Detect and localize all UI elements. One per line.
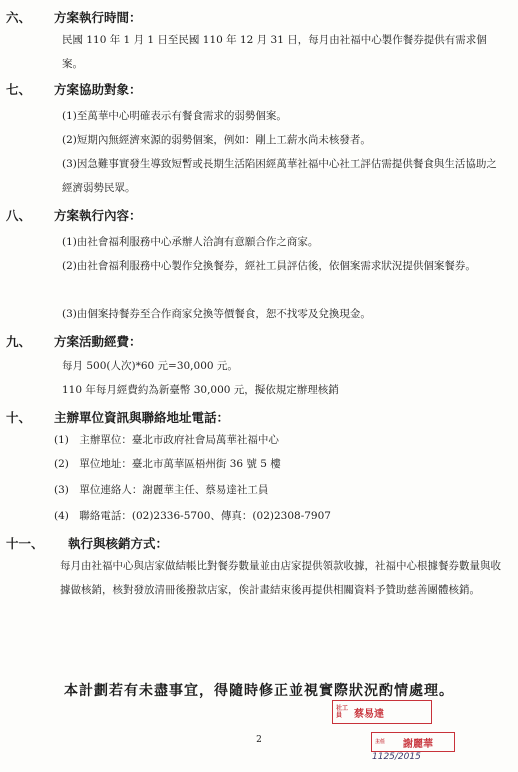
contact-phone-fax: (4) 聯絡電話：(02)2336-5700、傳真：(02)2308-7907 xyxy=(54,510,331,522)
section-heading-11 xyxy=(6,534,168,552)
contact-organizer: (1) 主辦單位：臺北市政府社會局萬華社福中心 xyxy=(54,434,279,446)
section-7-line-3: (3)因急難事實發生導致短暫或長期生活陷困經萬華社福中心社工評估需提供餐食與生活協助之經濟弱勢民眾。 xyxy=(62,158,497,194)
section-number: 八、 xyxy=(6,208,32,223)
section-11-line-1: 每月由社福中心與店家做結帳比對餐券數量並由店家提供領款收據，社福中心根據餐券數量與收據做核銷，核對發放清冊後撥款店家，俟計畫結束後再提供相關資料予贊助慈善團體核銷。 xyxy=(60,560,501,596)
section-title: 方案協助對象： xyxy=(54,82,142,97)
section-8-line-2: (2)由社會福利服務中心製作兌換餐券，經社工員評估後，依個案需求狀況提供個案餐券。 xyxy=(62,260,476,272)
section-7-line-1: (1)至萬華中心明確表示有餐食需求的弱勢個案。 xyxy=(62,110,287,122)
section-8-line-3: (3)由個案持餐券至合作商家兌換等價餐食，恕不找零及兌換現金。 xyxy=(62,308,371,320)
section-heading-10 xyxy=(6,408,229,426)
page-number: 2 xyxy=(256,735,262,745)
section-title: 方案活動經費： xyxy=(54,334,142,349)
contact-address: (2) 單位地址：臺北市萬華區梧州街 36 號 5 樓 xyxy=(54,458,281,470)
section-title: 方案執行內容： xyxy=(54,208,142,223)
section-6-line-1: 民國 110 年 1 月 1 日至民國 110 年 12 月 31 日，每月由社福中心製作餐券提供有需求個案。 xyxy=(62,34,487,70)
section-heading-6 xyxy=(6,8,142,26)
director-seal-stamp xyxy=(371,732,455,752)
section-title: 執行與核銷方式： xyxy=(68,536,169,551)
section-number: 七、 xyxy=(6,82,32,97)
contact-person: (3) 單位連絡人：謝麗華主任、蔡易達社工員 xyxy=(54,484,269,496)
section-number: 六、 xyxy=(6,10,32,25)
stamp-name: 謝麗華 xyxy=(403,738,433,750)
stamp-name: 蔡易達 xyxy=(354,708,384,720)
section-number: 十一、 xyxy=(6,536,44,551)
section-7-line-2: (2)短期內無經濟來源的弱勢個案，例如：剛上工薪水尚未核發者。 xyxy=(62,134,371,146)
section-number: 九、 xyxy=(6,334,32,349)
section-heading-8 xyxy=(6,206,142,224)
section-title: 方案執行時間： xyxy=(54,10,142,25)
section-8-line-1: (1)由社會福利服務中心承辦人洽詢有意願合作之商家。 xyxy=(62,236,319,248)
section-heading-9 xyxy=(6,332,142,350)
section-9-line-2: 110 年每月經費約為新臺幣 30,000 元，擬依規定辦理核銷 xyxy=(62,384,339,396)
staff-seal-stamp xyxy=(332,700,432,724)
stamp-title: 主任 xyxy=(375,739,386,745)
handwritten-signature: 1125/2015 xyxy=(372,752,421,762)
section-9-line-1: 每月 500(人次)*60 元=30,000 元。 xyxy=(62,360,238,372)
section-number: 十、 xyxy=(6,410,32,425)
section-heading-7 xyxy=(6,80,142,98)
stamp-title: 社工員 xyxy=(336,705,349,719)
section-title: 主辦單位資訊與聯絡地址電話： xyxy=(54,410,230,425)
closing-notice: 本計劃若有未盡事宜，得隨時修正並視實際狀況酌情處理。 xyxy=(64,683,454,699)
